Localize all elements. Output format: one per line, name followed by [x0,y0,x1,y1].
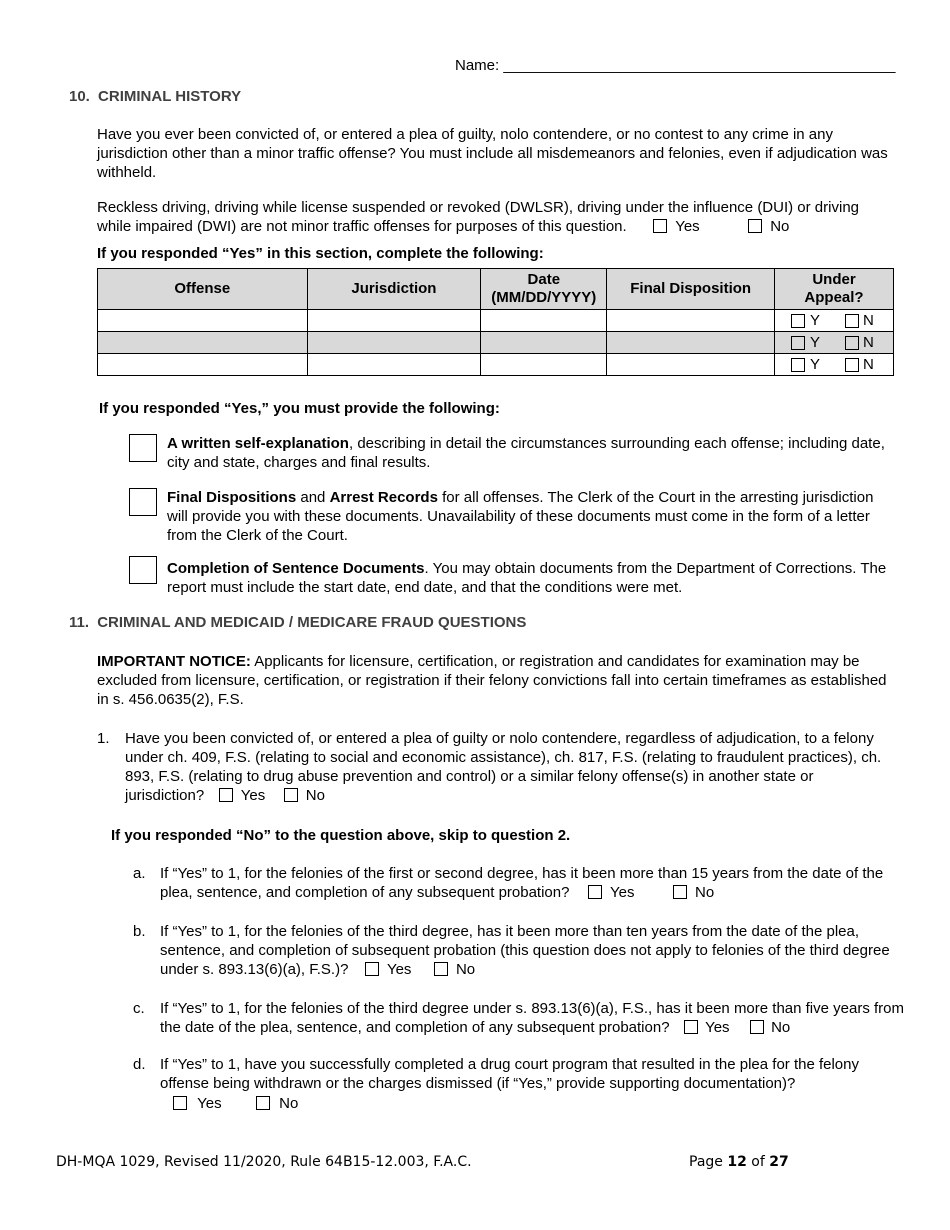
appeal-n-label: N [863,334,874,351]
offense-cell[interactable] [98,332,308,354]
jurisdiction-cell[interactable] [307,310,481,332]
notice-label: IMPORTANT NOTICE: [97,653,251,670]
question-1-number: 1. [97,730,110,747]
sub-question-a [160,864,900,902]
col-header-disposition: Final Disposition [607,269,775,310]
yes-checkbox[interactable] [684,1020,698,1034]
provide-heading: If you responded “Yes,” you must provide the following: [99,400,500,417]
item-text: . You may obtain documents from the Department of Corrections. The report must include the start date, end date, and that the conditions were met. [167,560,887,596]
appeal-n-label: N [863,356,874,373]
section-11-heading [69,613,526,632]
date-cell[interactable] [481,354,607,376]
no-checkbox[interactable] [434,962,448,976]
sub-a-label: a. [133,865,146,882]
appeal-cell [775,354,894,376]
appeal-y-checkbox[interactable] [791,314,805,328]
no-label: No [305,787,325,804]
col-header-jurisdiction: Jurisdiction [307,269,481,310]
item-mid: and [296,489,330,506]
yes-checkbox[interactable] [173,1096,187,1110]
sub-question-d [160,1055,900,1093]
date-cell[interactable] [481,332,607,354]
date-cell[interactable] [481,310,607,332]
page-word: Page [689,1154,723,1170]
important-notice [97,652,897,709]
offense-cell[interactable] [98,310,308,332]
item-title-2: Arrest Records [329,489,438,506]
appeal-n-label: N [863,312,874,329]
sub-b-label: b. [133,923,146,940]
section-number: 11. [69,614,90,631]
no-checkbox[interactable] [750,1020,764,1034]
question-1 [125,729,895,805]
section-title: CRIMINAL HISTORY [98,88,242,105]
yes-checkbox[interactable] [365,962,379,976]
question-traffic [97,198,897,236]
current-page: 12 [727,1154,747,1170]
table-row [98,354,894,376]
item-title: Completion of Sentence Documents [167,560,425,577]
appeal-cell [775,332,894,354]
no-checkbox[interactable] [256,1096,270,1110]
yes-checkbox[interactable] [653,219,667,233]
skip-instruction: If you responded “No” to the question above, skip to question 2. [111,827,571,844]
jurisdiction-cell[interactable] [307,354,481,376]
offense-cell[interactable] [98,354,308,376]
appeal-y-label: Y [810,356,821,373]
total-pages: 27 [769,1154,789,1170]
of-word: of [751,1154,765,1170]
dispositions-checkbox[interactable] [129,488,157,516]
sub-d-text: If “Yes” to 1, have you successfully completed a drug court program that resulted in the plea for the felony offense being withdrawn or the charges dismissed (if “Yes,” provide supporting documentation)? [160,1056,859,1092]
appeal-n-checkbox[interactable] [845,336,859,350]
criminal-history-table [97,268,894,376]
sub-a-text: If “Yes” to 1, for the felonies of the first or second degree, has it been more than 15 years from the date of the plea, sentence, and completion of any subsequent probation? [160,865,884,901]
disposition-cell[interactable] [607,332,775,354]
appeal-cell [775,310,894,332]
name-label: Name: [455,57,500,74]
appeal-y-checkbox[interactable] [791,336,805,350]
yes-label: Yes [386,961,412,978]
sentence-docs-checkbox[interactable] [129,556,157,584]
appeal-y-label: Y [810,334,821,351]
item-title: A written self-explanation [167,435,349,452]
col-header-date: Date (MM/DD/YYYY) [481,269,607,310]
yes-checkbox[interactable] [219,788,233,802]
complete-heading: If you responded “Yes” in this section, complete the following: [97,245,544,262]
question-convicted: Have you ever been convicted of, or entered a plea of guilty, nolo contendere, or no contest to any crime in any jurisdiction other than a minor traffic offense? You must include all misdemeanors and felonies, even if adjudication was withheld. [97,126,888,181]
item-text: , describing in detail the circumstances surrounding each offense; including date, city and state, charges and final results. [167,435,885,471]
section-number: 10. [69,88,90,105]
sentence-docs-item [167,559,897,597]
self-explanation-checkbox[interactable] [129,434,157,462]
sub-c-label: c. [133,1000,145,1017]
appeal-n-checkbox[interactable] [845,314,859,328]
item-title: Final Dispositions [167,489,297,506]
item-text: for all offenses. The Clerk of the Court in the arresting jurisdiction will provide you with these documents. Unavailability of these documents must come in the form of a letter from the Clerk of the Court. [167,489,874,544]
col-header-offense: Offense [98,269,308,310]
no-label: No [771,1019,791,1036]
no-checkbox[interactable] [748,219,762,233]
table-row [98,332,894,354]
question-1-text: Have you been convicted of, or entered a plea of guilty or nolo contendere, regardless of adjudication, to a felony under ch. 409, F.S. (relating to social and economic assistance), ch. 817, F.S. (relating to fraudulent practices), ch. 893, F.S. (relating to drug abuse prevention and control) or a similar felony offense(s) in another state or jurisdiction? [125,730,882,804]
yes-label: Yes [197,1095,222,1112]
no-checkbox[interactable] [284,788,298,802]
disposition-cell[interactable] [607,354,775,376]
jurisdiction-cell[interactable] [307,332,481,354]
self-explanation-item [167,434,887,472]
sub-question-c [160,999,905,1037]
yes-label: Yes [240,787,266,804]
col-header-appeal: Under Appeal? [775,269,894,310]
name-line: _______________________________________________ [503,57,896,74]
notice-text: Applicants for licensure, certification, or registration and candidates for examination may be excluded from licensure, certification, or registration if their felony convictions fall into certain timeframes as established in s. 456.0635(2), F.S. [97,653,887,708]
no-label: No [770,218,790,235]
yes-checkbox[interactable] [588,885,602,899]
section-title: CRIMINAL AND MEDICAID / MEDICARE FRAUD QUESTIONS [97,614,527,631]
no-label: No [279,1095,299,1112]
sub-question-b [160,922,900,979]
yes-label: Yes [675,218,700,235]
question-traffic-text: Reckless driving, driving while license suspended or revoked (DWLSR), driving under the influence (DUI) or driving while impaired (DWI) are not minor traffic offenses for purposes of this question. [97,199,859,235]
appeal-n-checkbox[interactable] [845,358,859,372]
name-field[interactable] [455,56,895,75]
section-10-heading [69,87,241,106]
sub-d-label: d. [133,1056,146,1073]
table-row [98,310,894,332]
sub-b-text: If “Yes” to 1, for the felonies of the third degree, has it been more than ten years from the date of the plea, sentence, and completion of subsequent probation (this question does not apply to felonies of the third degree under s. 893.13(6)(a), F.S.)? [160,923,890,978]
disposition-cell[interactable] [607,310,775,332]
yes-label: Yes [609,884,635,901]
no-label: No [455,961,476,978]
no-checkbox[interactable] [673,885,687,899]
form-identifier: DH-MQA 1029, Revised 11/2020, Rule 64B15-12.003, F.A.C. [56,1154,472,1170]
appeal-y-label: Y [810,312,821,329]
sub-d-answers [173,1094,298,1113]
appeal-y-checkbox[interactable] [791,358,805,372]
dispositions-item [167,488,887,545]
sub-c-text: If “Yes” to 1, for the felonies of the third degree under s. 893.13(6)(a), F.S., has it been more than five years from the date of the plea, sentence, and completion of any subsequent probation? [160,1000,905,1036]
no-label: No [694,884,715,901]
yes-label: Yes [705,1019,730,1036]
table-header-row [98,269,894,310]
page-number [689,1153,789,1172]
